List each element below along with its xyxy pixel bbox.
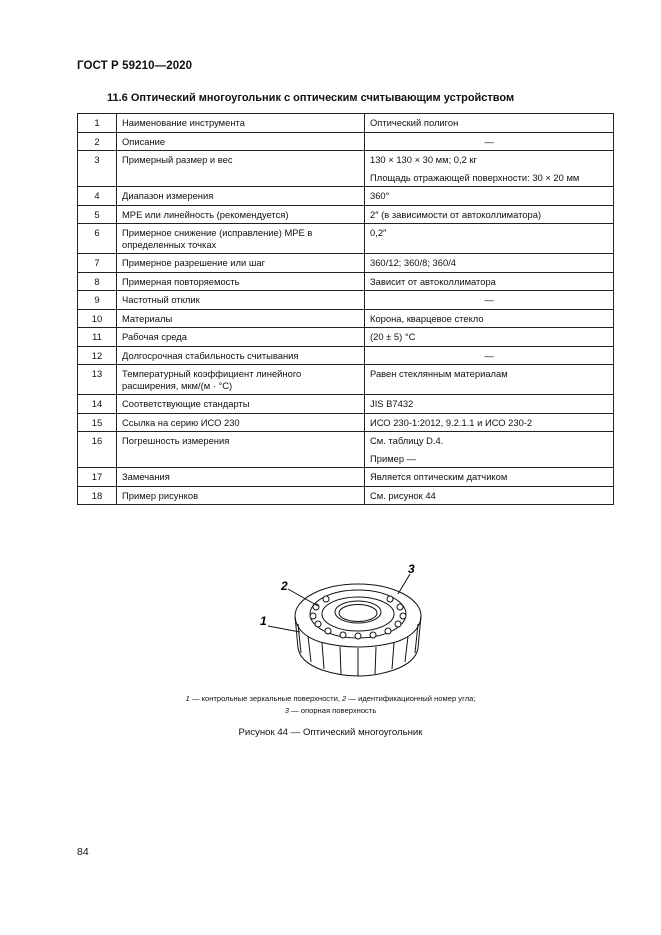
figure-legend-line-2	[0, 706, 661, 715]
row-value	[365, 395, 614, 414]
value-line: Пример —	[370, 452, 417, 464]
row-value	[365, 346, 614, 365]
row-parameter: Пример рисунков	[117, 486, 365, 505]
row-value	[365, 114, 614, 133]
legend-num-3: 3	[284, 706, 289, 715]
value-line: 360/12; 360/8; 360/4	[370, 257, 457, 268]
value-line: Оптический полигон	[370, 117, 459, 128]
figure-legend-line-1	[0, 694, 661, 703]
table-row	[78, 205, 614, 224]
row-value	[365, 132, 614, 151]
row-number: 14	[78, 395, 117, 414]
row-value	[365, 413, 614, 432]
label-1: 1	[260, 614, 267, 628]
row-parameter: Температурный коэффициент линейного расширения, мкм/(м · °С)	[117, 365, 365, 395]
optical-polygon-drawing	[0, 552, 661, 702]
row-number: 13	[78, 365, 117, 395]
row-value	[365, 254, 614, 273]
table-row	[78, 309, 614, 328]
row-value	[365, 468, 614, 487]
row-parameter: Примерный размер и вес	[117, 151, 365, 187]
value-line: —	[484, 135, 494, 147]
row-value	[365, 205, 614, 224]
row-value	[365, 224, 614, 254]
row-number: 18	[78, 486, 117, 505]
table-row	[78, 346, 614, 365]
table-row	[78, 114, 614, 133]
row-parameter: Примерная повторяемость	[117, 272, 365, 291]
row-parameter: Замечания	[117, 468, 365, 487]
table-row	[78, 151, 614, 187]
row-parameter: Примерное разрешение или шаг	[117, 254, 365, 273]
table-row	[78, 132, 614, 151]
row-value	[365, 151, 614, 187]
row-number: 10	[78, 309, 117, 328]
table-row	[78, 291, 614, 310]
row-number: 16	[78, 432, 117, 468]
value-line: 130 × 130 × 30 мм; 0,2 кг	[370, 154, 477, 165]
legend-num-2: 2	[342, 694, 347, 703]
row-number: 11	[78, 328, 117, 347]
table-row	[78, 328, 614, 347]
row-value	[365, 309, 614, 328]
label-3: 3	[408, 562, 415, 576]
value-line: 0,2″	[370, 227, 387, 238]
page-number: 84	[77, 846, 89, 858]
value-line: Корона, кварцевое стекло	[370, 312, 484, 324]
table-row	[78, 224, 614, 254]
legend-text-3: — опорная поверхность	[288, 706, 377, 715]
value-line: Зависит от автоколлиматора	[370, 275, 496, 287]
row-number: 4	[78, 187, 117, 206]
row-parameter: Соответствующие стандарты	[117, 395, 365, 414]
row-parameter: Примерное снижение (исправление) МРЕ в определенных точках	[117, 224, 365, 254]
spec-table	[77, 113, 614, 505]
legend-num-1: 1	[185, 694, 190, 703]
row-number: 5	[78, 205, 117, 224]
row-parameter: Наименование инструмента	[117, 114, 365, 133]
value-line: Равен стеклянным материалам	[370, 368, 508, 379]
value-line: ИСО 230-1:2012, 9.2.1.1 и ИСО 230-2	[370, 416, 533, 428]
value-line: Является оптическим датчиком	[370, 471, 508, 482]
row-number: 3	[78, 151, 117, 187]
table-row	[78, 413, 614, 432]
value-line: 360°	[370, 190, 390, 201]
value-line: —	[484, 294, 494, 305]
row-number: 2	[78, 132, 117, 151]
row-parameter: Ссылка на серию ИСО 230	[117, 413, 365, 432]
row-parameter: Погрешность измерения	[117, 432, 365, 468]
label-2: 2	[281, 579, 288, 593]
table-row	[78, 468, 614, 487]
value-line: См. таблицу D.4.	[370, 435, 444, 446]
table-row	[78, 254, 614, 273]
row-number: 15	[78, 413, 117, 432]
row-number: 12	[78, 346, 117, 365]
table-row	[78, 395, 614, 414]
row-parameter: Описание	[117, 132, 365, 151]
row-value	[365, 272, 614, 291]
figure-title: Рисунок 44 — Оптический многоугольник	[238, 727, 423, 738]
value-line: (20 ± 5) °С	[370, 331, 416, 342]
document-code: ГОСТ Р 59210—2020	[77, 60, 193, 72]
value-line: JIS В7432	[370, 398, 414, 409]
value-line: См. рисунок 44	[370, 489, 436, 501]
row-value	[365, 328, 614, 347]
legend-text-1: — контрольные зеркальные поверхности,	[189, 694, 343, 703]
row-parameter: Рабочая среда	[117, 328, 365, 347]
value-line: —	[484, 349, 494, 361]
row-number: 1	[78, 114, 117, 133]
section-title: 11.6 Оптический многоугольник с оптическим считывающим устройством	[107, 92, 515, 104]
legend-text-2: — идентификационный номер угла;	[346, 694, 476, 703]
row-number: 17	[78, 468, 117, 487]
table-row	[78, 272, 614, 291]
row-parameter: Материалы	[117, 309, 365, 328]
row-value	[365, 486, 614, 505]
row-parameter: Диапазон измерения	[117, 187, 365, 206]
table-row	[78, 365, 614, 395]
row-value	[365, 365, 614, 395]
row-parameter: Частотный отклик	[117, 291, 365, 310]
value-line: 2″ (в зависимости от автоколлиматора)	[370, 208, 542, 220]
row-number: 6	[78, 224, 117, 254]
table-row	[78, 187, 614, 206]
row-value	[365, 291, 614, 310]
table-row	[78, 486, 614, 505]
row-value	[365, 187, 614, 206]
figure-44	[0, 552, 661, 702]
row-parameter: Долгосрочная стабильность считывания	[117, 346, 365, 365]
value-line: Площадь отражающей поверхности: 30 × 20 мм	[370, 171, 580, 183]
row-number: 7	[78, 254, 117, 273]
table-row	[78, 432, 614, 468]
row-parameter: МРЕ или линейность (рекомендуется)	[117, 205, 365, 224]
row-number: 9	[78, 291, 117, 310]
row-value	[365, 432, 614, 468]
row-number: 8	[78, 272, 117, 291]
